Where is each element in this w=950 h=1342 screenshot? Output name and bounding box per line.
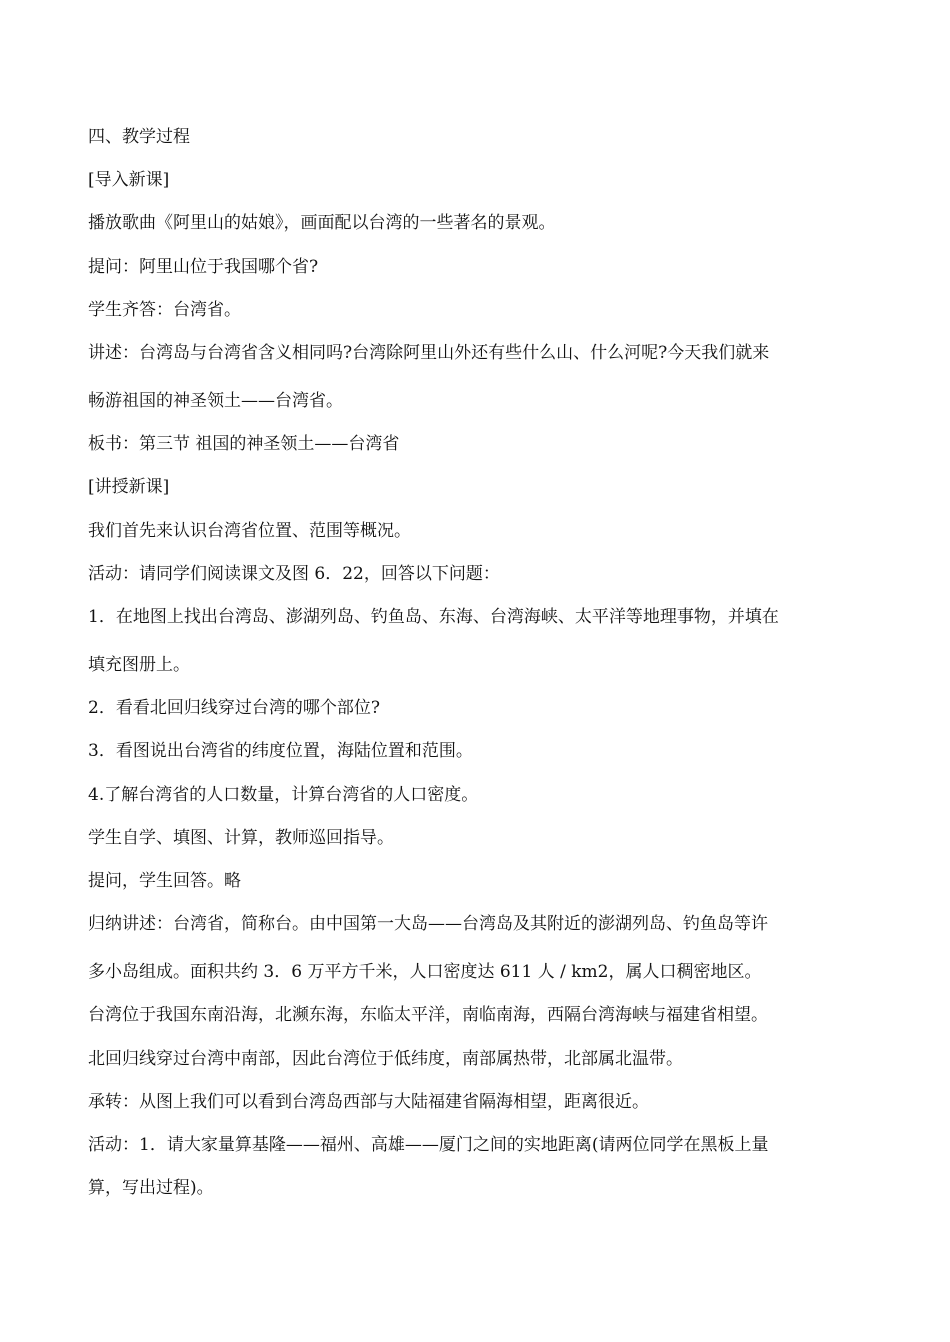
- subheading-new-lesson: [讲授新课]: [88, 477, 170, 497]
- paragraph-line: 2．看看北回归线穿过台湾的哪个部位?: [88, 698, 380, 718]
- paragraph-line: 台湾位于我国东南沿海，北濒东海，东临太平洋，南临南海，西隔台湾海峡与福建省相望。: [88, 1005, 768, 1025]
- paragraph-line: 活动：1．请大家量算基隆——福州、高雄——厦门之间的实地距离(请两位同学在黑板上量: [88, 1135, 769, 1155]
- paragraph-line: 板书：第三节 祖国的神圣领土——台湾省: [88, 434, 400, 454]
- paragraph-line: 1．在地图上找出台湾岛、澎湖列岛、钓鱼岛、东海、台湾海峡、太平洋等地理事物，并填在: [88, 607, 779, 627]
- paragraph-line: 讲述：台湾岛与台湾省含义相同吗?台湾除阿里山外还有些什么山、什么河呢?今天我们就来: [88, 343, 770, 363]
- paragraph-line: 归纳讲述：台湾省，简称台。由中国第一大岛——台湾岛及其附近的澎湖列岛、钓鱼岛等许: [88, 914, 768, 934]
- paragraph-line: 北回归线穿过台湾中南部，因此台湾位于低纬度，南部属热带，北部属北温带。: [88, 1049, 683, 1069]
- paragraph-line: 学生自学、填图、计算，教师巡回指导。: [88, 828, 394, 848]
- paragraph-line: 提问：阿里山位于我国哪个省?: [88, 257, 319, 277]
- section-heading: 四、教学过程: [88, 127, 190, 147]
- paragraph-line: 我们首先来认识台湾省位置、范围等概况。: [88, 521, 411, 541]
- paragraph-line: 提问，学生回答。略: [88, 871, 241, 891]
- paragraph-line: 播放歌曲《阿里山的姑娘》，画面配以台湾的一些著名的景观。: [88, 213, 556, 233]
- paragraph-line: 活动：请同学们阅读课文及图 6．22，回答以下问题：: [88, 564, 500, 584]
- paragraph-line: 畅游祖国的神圣领土——台湾省。: [88, 391, 343, 411]
- paragraph-line: 3．看图说出台湾省的纬度位置，海陆位置和范围。: [88, 741, 473, 761]
- paragraph-line: 填充图册上。: [88, 655, 190, 675]
- paragraph-line: 学生齐答：台湾省。: [88, 300, 241, 320]
- paragraph-line: 算，写出过程)。: [88, 1178, 214, 1198]
- subheading-intro: [导入新课]: [88, 170, 170, 190]
- paragraph-line: 承转：从图上我们可以看到台湾岛西部与大陆福建省隔海相望，距离很近。: [88, 1092, 649, 1112]
- paragraph-line: 4.了解台湾省的人口数量，计算台湾省的人口密度。: [88, 785, 479, 805]
- paragraph-line: 多小岛组成。面积共约 3．6 万平方千米，人口密度达 611 人 / km2，属人口稠密地区。: [88, 962, 762, 982]
